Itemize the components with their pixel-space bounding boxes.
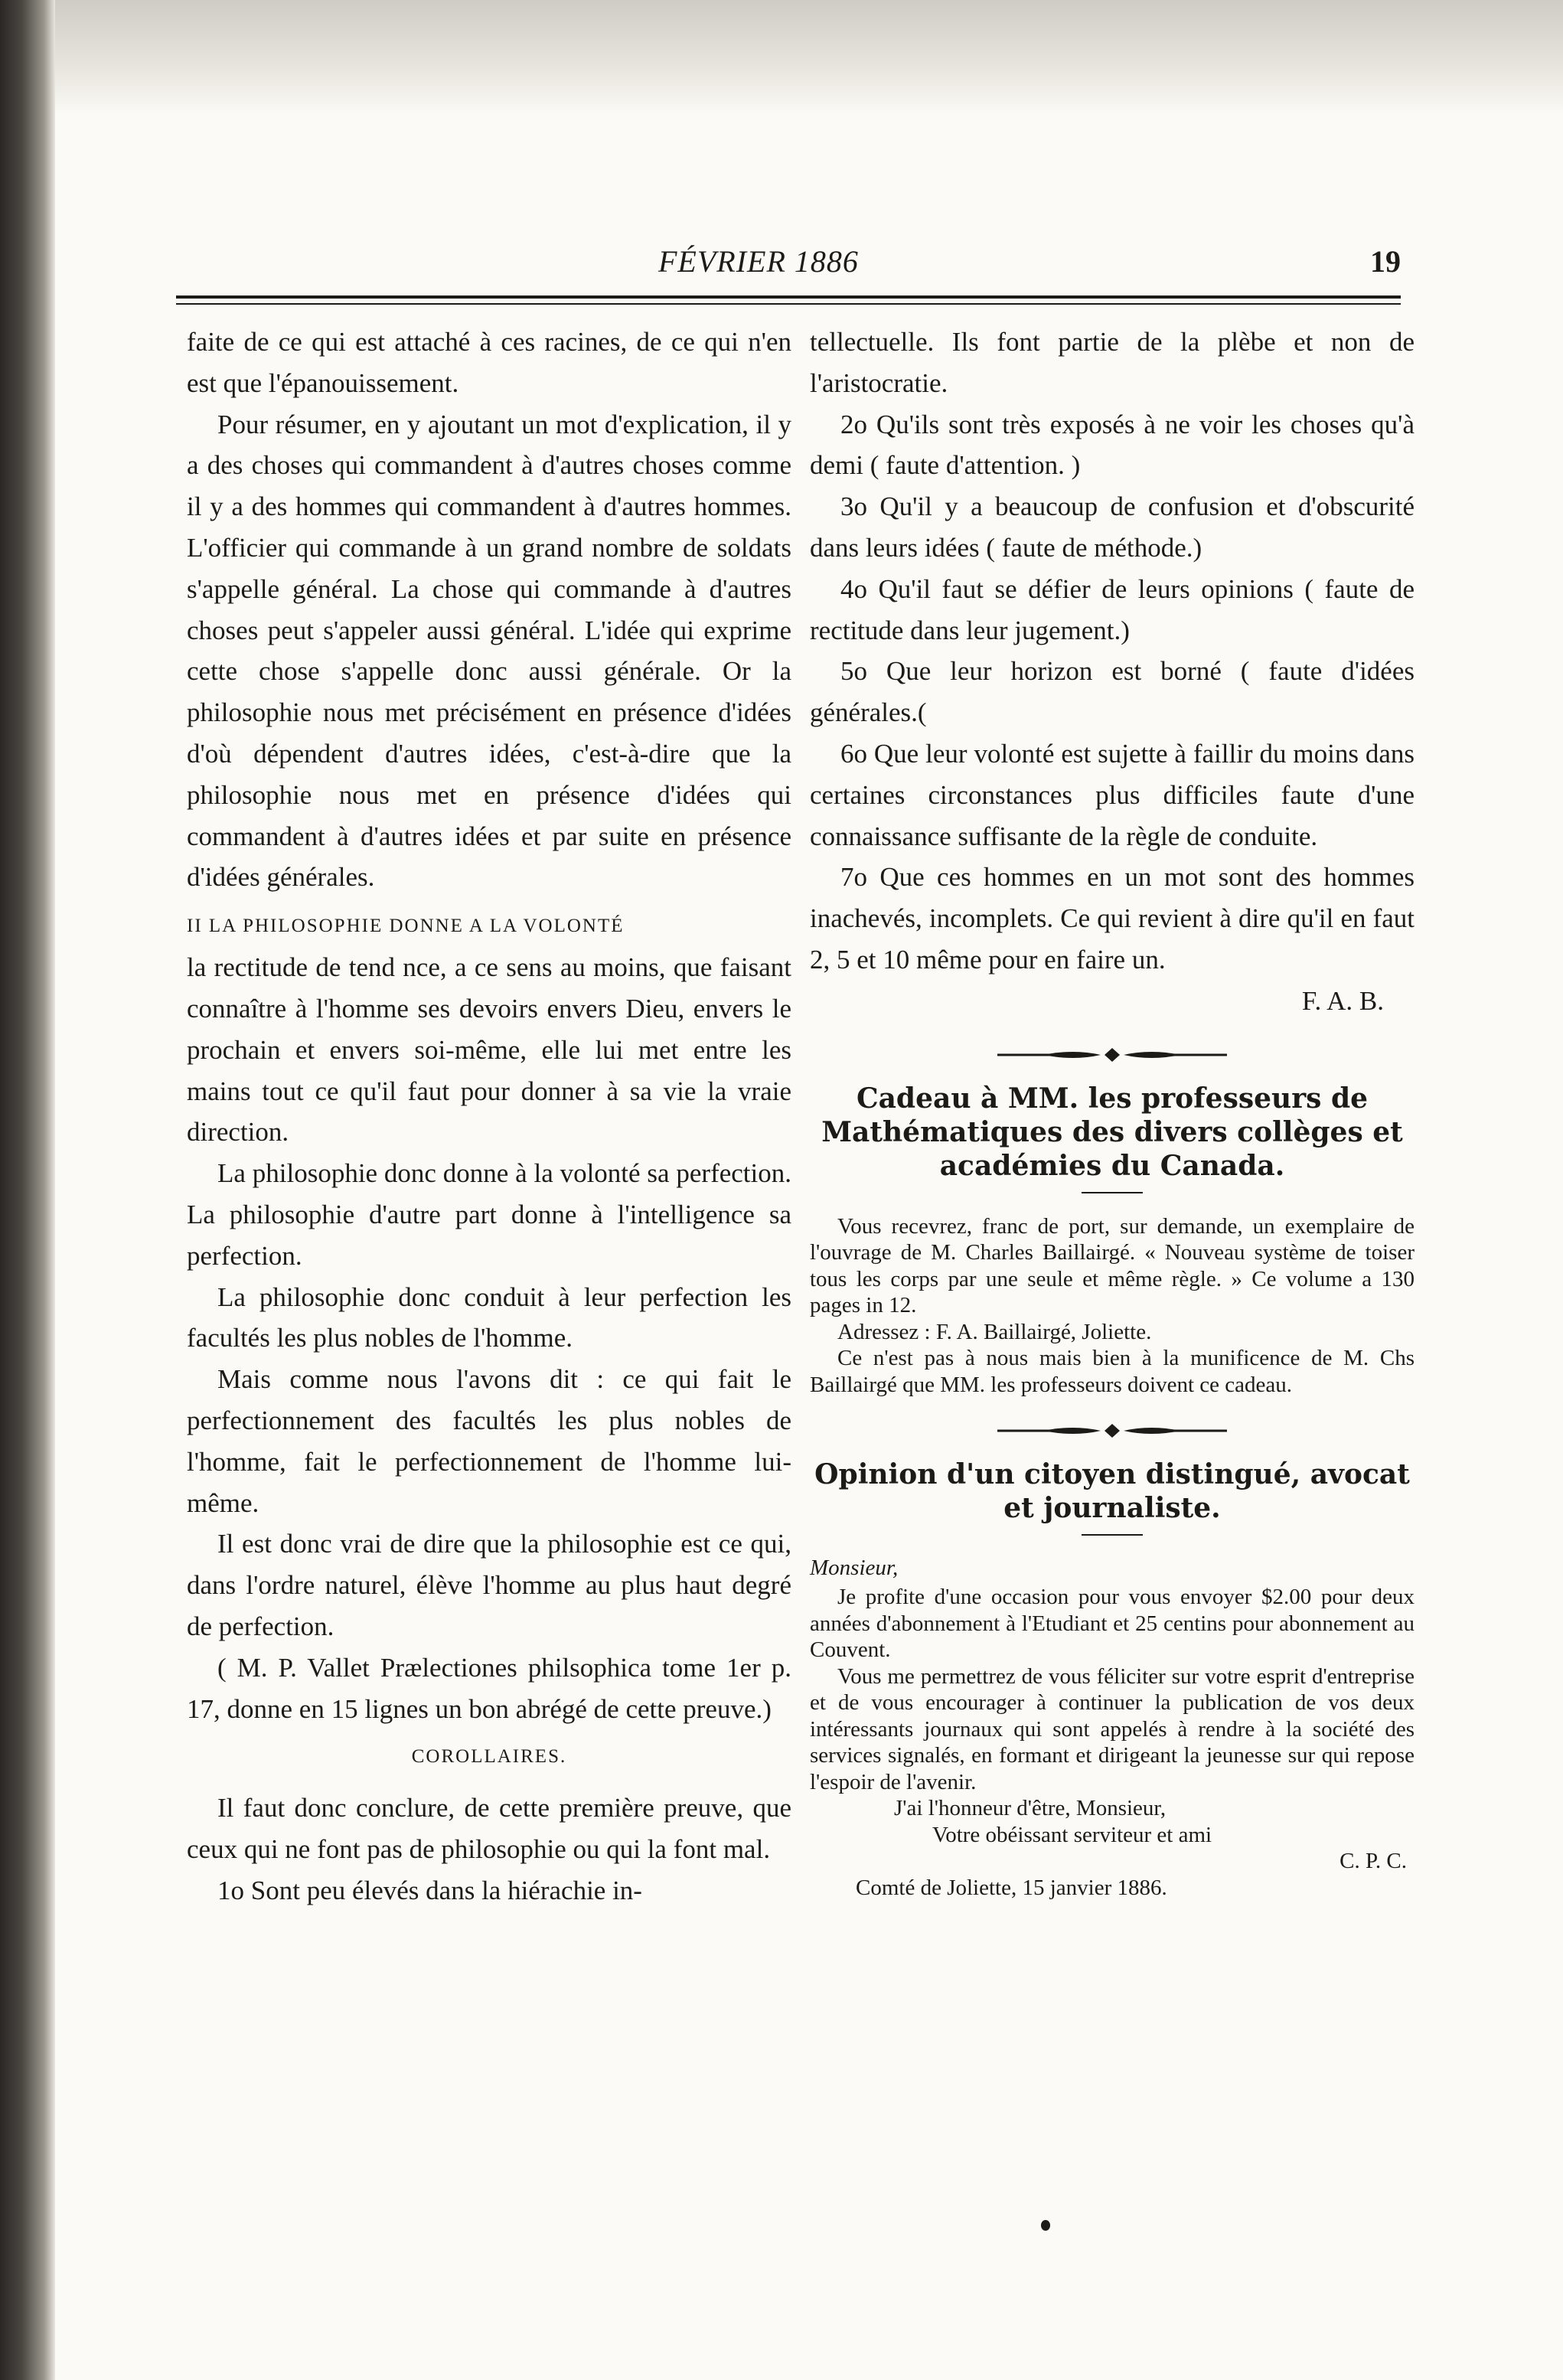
letter-text: Vous me permettrez de vous féliciter sur votre esprit d'entreprise et de vous encourager à continuer la publication de vos deux intéressants journaux qui sont appelés à rendre à la société des services signalés, en formant et dirigeant la jeunesse sur qui repose l'espoir de l'avenir. [810,1663,1415,1794]
header-rule-thin [176,303,1401,305]
letter-signature: C. P. C. [1339,1849,1407,1874]
notice-text: Ce n'est pas à nous mais bien à la munificence de M. Chs Baillairgé que MM. les professeurs doivent ce cadeau. [810,1346,1415,1397]
short-rule [1082,1192,1143,1193]
paragraph: la rectitude de tend nce, a ce sens au moins, que faisant connaître à l'homme ses devoirs envers Dieu, envers le prochain et envers soi-même, elle lui met entre les mains tout ce qu'il faut pour donner à sa vie la vraie direction. [187,952,791,1148]
running-title: FÉVRIER 1886 [658,244,859,279]
paragraph: Il faut donc conclure, de cette première preuve, que ceux qui ne font pas de philosophie ou qui la font mal. [187,1793,791,1865]
short-rule [1082,1534,1143,1536]
list-item: 5o Que leur horizon est borné ( faute d'idées générales.( [810,656,1415,728]
signature: F. A. B. [1301,985,1384,1016]
binding-edge [0,0,55,2380]
notice-text: Adressez : F. A. Baillairgé, Joliette. [837,1319,1152,1344]
paragraph: tellectuelle. Ils font partie de la plèbe et non de l'aristocratie. [810,327,1415,398]
paragraph: ( M. P. Vallet Prælectiones philsophica tome 1er p. 17, donne en 15 lignes un bon abrégé de cette preuve.) [187,1652,791,1724]
ornament-divider [997,1043,1227,1066]
scan-shadow [55,0,1563,115]
left-column [187,322,791,1912]
letter-closing: J'ai l'honneur d'être, Monsieur, [894,1796,1167,1821]
paragraph: faite de ce qui est attaché à ces racines, de ce qui n'en est que l'épanouissement. [187,327,791,398]
list-item: 4o Qu'il faut se défier de leurs opinions ( faute de rectitude dans leur jugement.) [810,573,1415,645]
page-number: 19 [1370,244,1401,279]
paragraph: 1o Sont peu élevés dans la hiérachie in- [217,1875,642,1905]
list-item: 3o Qu'il y a beaucoup de confusion et d'obscurité dans leurs idées ( faute de méthode.) [810,491,1415,563]
paragraph: La philosophie donc donne à la volonté sa perfection. La philosophie d'autre part donne à l'intelligence sa perfection. [187,1158,791,1271]
list-item: 7o Que ces hommes en un mot sont des hommes inachevés, incomplets. Ce qui revient à dire qu'il en faut 2, 5 et 10 même pour en faire un. [810,862,1415,975]
ornament-divider [997,1419,1227,1442]
letter-closing: Votre obéissant serviteur et ami [932,1822,1212,1847]
paragraph: Pour résumer, en y ajoutant un mot d'explication, il y a des choses qui commandent à d'autres choses comme il y a des hommes qui commandent à d'autres hommes. L'officier qui commande à un grand nombre de soldats s'appelle général. La chose qui commande à d'autres choses peut s'appeler aussi général. L'idée qui exprime cette chose s'appelle donc aussi générale. Or la philosophie nous met précisément en présence d'idées d'où dépendent d'autres idées, c'est-à-dire que la philosophie nous met en présence d'idées qui commandent à d'autres idées et par suite en présence d'idées générales. [187,409,791,893]
letter-dateline: Comté de Joliette, 15 janvier 1886. [856,1875,1167,1900]
page-header [176,243,1401,297]
article-heading: Opinion d'un citoyen distingué, avocat et journaliste. [814,1458,1410,1525]
salutation: Monsieur, [810,1556,899,1581]
right-column [810,322,1415,1901]
notice-text: Vous recevrez, franc de port, sur demande, un exemplaire de l'ouvrage de M. Charles Baillairgé. « Nouveau système de toiser tous les corps par une seule et même règle. » Ce volume a 130 pages in 12. [810,1213,1415,1318]
list-item: 6o Que leur volonté est sujette à faillir du moins dans certaines circonstances plus difficiles faute d'une connaissance suffisante de la règle de conduite. [810,738,1415,851]
header-rule-thick [176,295,1401,299]
section-heading: II LA PHILOSOPHIE DONNE A LA VOLONTÉ [187,916,625,937]
stray-mark [1041,2220,1050,2231]
paragraph: Il est donc vrai de dire que la philosophie est ce qui, dans l'ordre naturel, élève l'homme au plus haut degré de perfection. [187,1529,791,1641]
paragraph: Mais comme nous l'avons dit : ce qui fait le perfectionnement des facultés les plus nobles de l'homme, fait le perfectionnement de l'homme lui-même. [187,1364,791,1518]
list-item: 2o Qu'ils sont très exposés à ne voir les choses qu'à demi ( faute d'attention. ) [810,409,1415,481]
section-heading: COROLLAIRES. [411,1746,567,1768]
letter-text: Je profite d'une occasion pour vous envoyer $2.00 pour deux années d'abonnement à l'Etudiant et 25 centins pour abonnement au Couvent. [810,1585,1415,1663]
article-heading: Cadeau à MM. les professeurs de Mathématiques des divers collèges et académies du Canada. [821,1082,1403,1182]
paragraph: La philosophie donc conduit à leur perfection les facultés les plus nobles de l'homme. [187,1281,791,1353]
